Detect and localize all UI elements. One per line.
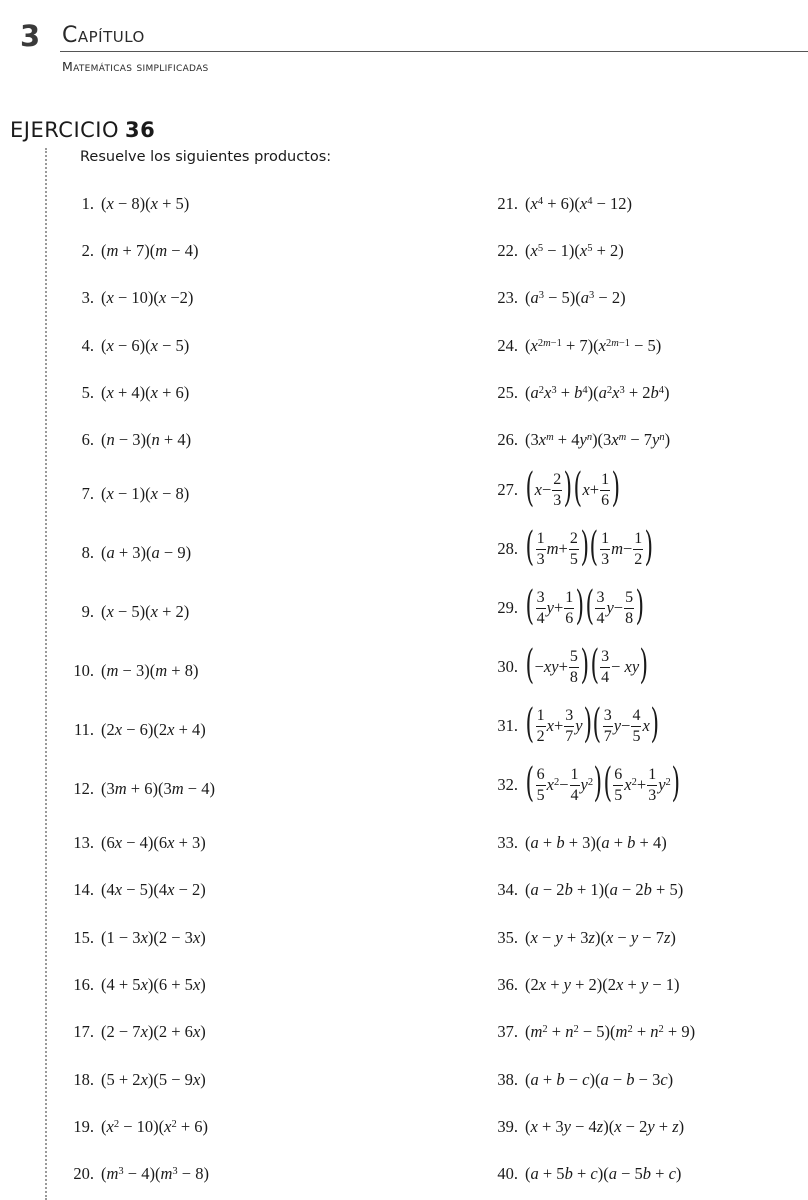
exercise-item-30 [492,642,649,688]
item-expression: (4 + 5 x )(6 + 5 x ) [101,975,206,994]
exercise-item-2 [68,243,198,260]
item-expression: ( x − 1)( x − 8) [101,484,190,503]
exercise-item-23 [492,290,626,307]
item-expression: ( n − 3)( n + 4) [101,430,192,449]
item-expression: ( $\frac{1}{3}$ m + $\frac{2}{5}$ ) ( $\frac{1}{3}$ m − $\frac{1}{2}$ ) [525,524,654,570]
item-expression: ( a + b − c )( a − b − 3 c ) [525,1070,674,1089]
item-number: 40. [497,1164,518,1183]
exercise-heading [10,118,155,142]
item-number: 11. [73,720,94,739]
exercise-item-9 [68,604,189,621]
item-expression: ( x − 6)( x − 5) [101,336,190,355]
item-expression: (4 x − 5)(4 x − 2) [101,880,206,899]
item-number: 37. [497,1022,518,1041]
exercise-item-25 [492,385,670,402]
exercise-item-26 [492,432,670,449]
exercise-item-17 [68,1024,206,1041]
item-number: 2. [81,241,94,260]
item-number: 23. [497,288,518,307]
exercise-item-14 [68,882,206,899]
item-number: 26. [497,430,518,449]
exercise-item-27 [492,465,621,511]
item-number: 13. [73,833,94,852]
exercise-item-28 [492,524,654,570]
item-number: 34. [497,880,518,899]
item-number: 10. [73,661,94,680]
item-number: 36. [497,975,518,994]
exercise-item-16 [68,977,206,994]
exercise-item-24 [492,338,661,355]
item-expression: ( $\frac{3}{4}$ y + $\frac{1}{6}$ ) ( $\frac{3}{4}$ y − $\frac{5}{8}$ ) [525,583,645,629]
item-number: 21. [497,194,518,213]
exercise-item-10 [68,663,198,680]
item-number: 22. [497,241,518,260]
item-number: 39. [497,1117,518,1136]
item-number: 27. [497,479,518,499]
item-expression: ( m $^2$ + n $^2$ − 5)( m $^2$ + n $^2$ + 9) [525,1022,696,1041]
item-expression: ( m $^3$ − 4)( m $^3$ − 8) [101,1164,209,1183]
exercise-item-18 [68,1072,206,1089]
item-number: 16. [73,975,94,994]
exercise-item-11 [68,722,206,739]
header-rule [60,51,808,52]
exercise-instructions: Resuelve los siguientes productos: [80,149,332,165]
item-expression: ( x − $\frac{2}{3}$ ) ( x + $\frac{1}{6}$ ) [525,465,621,511]
item-number: 5. [81,383,94,402]
item-expression: (3 m + 6)(3 m − 4) [101,779,215,798]
exercise-item-39 [492,1119,684,1136]
exercise-label: EJERCICIO [10,118,120,142]
item-expression: ( m + 7)( m − 4) [101,241,199,260]
exercise-item-35 [492,930,676,947]
item-expression: ( a $^3$ − 5)( a $^3$ − 2) [525,288,626,307]
exercise-item-33 [492,835,667,852]
item-number: 15. [73,928,94,947]
exercise-item-31 [492,701,659,747]
chapter-number: 3 [20,19,41,53]
exercise-item-6 [68,432,191,449]
item-number: 6. [81,430,94,449]
exercise-item-32 [492,760,680,806]
item-number: 25. [497,383,518,402]
item-number: 20. [73,1164,94,1183]
item-number: 17. [73,1022,94,1041]
exercise-item-3 [68,290,193,307]
exercise-number: 36 [125,118,156,142]
item-number: 18. [73,1070,94,1089]
item-number: 35. [497,928,518,947]
exercise-item-13 [68,835,206,852]
item-expression: ( a + 5 b + c )( a − 5 b + c ) [525,1164,682,1183]
exercise-item-19 [68,1119,208,1136]
exercise-item-38 [492,1072,673,1089]
exercise-item-8 [68,545,191,562]
item-number: 38. [497,1070,518,1089]
item-expression: ( x $^4$ + 6)( x $^4$ − 12) [525,194,633,213]
item-number: 1. [81,194,94,213]
item-expression: (5 + 2 x )(5 − 9 x ) [101,1070,206,1089]
exercise-item-4 [68,338,189,355]
item-expression: (2 x − 6)(2 x + 4) [101,720,206,739]
exercise-item-22 [492,243,624,260]
exercise-item-15 [68,930,206,947]
item-expression: (2 − 7 x )(2 + 6 x ) [101,1022,206,1041]
exercise-item-36 [492,977,680,994]
item-expression: ( a − 2 b + 1)( a − 2 b + 5) [525,880,684,899]
item-number: 8. [81,543,94,562]
item-expression: (1 − 3 x )(2 − 3 x ) [101,928,206,947]
item-number: 19. [73,1117,94,1136]
exercise-item-5 [68,385,189,402]
item-number: 9. [81,602,94,621]
exercise-item-12 [68,781,215,798]
item-expression: (6 x − 4)(6 x + 3) [101,833,206,852]
item-number: 29. [497,597,518,617]
item-expression: ( x $^2$ − 10)( x $^2$ + 6) [101,1117,209,1136]
item-number: 14. [73,880,94,899]
exercise-item-34 [492,882,683,899]
item-expression: ( x − y + 3 z )( x − y − 7 z ) [525,928,676,947]
item-number: 7. [81,484,94,503]
item-expression: ( x − 10)( x −2) [101,288,194,307]
item-expression: ( $\frac{1}{2}$ x + $\frac{3}{7}$ y ) ( $\frac{3}{7}$ y − $\frac{4}{5}$ x ) [525,701,659,747]
item-number: 24. [497,336,518,355]
item-number: 28. [497,538,518,558]
item-expression: ( x − 8)( x + 5) [101,194,190,213]
item-number: 31. [497,715,518,735]
chapter-title: Capítulo [62,23,145,48]
exercise-item-37 [492,1024,695,1041]
dotted-margin-line [45,148,47,1200]
item-expression: (2 x + y + 2)(2 x + y − 1) [525,975,680,994]
item-expression: ( a + 3)( a − 9) [101,543,192,562]
exercise-item-29 [492,583,645,629]
item-expression: (3 x $^m$ + 4 y $^n$ )(3 x $^m$ − 7 y $^n$ ) [525,430,671,449]
item-expression: ( x + 4)( x + 6) [101,383,190,402]
item-number: 3. [81,288,94,307]
item-expression: ( − xy + $\frac{5}{8}$ ) ( $\frac{3}{4}$ − xy ) [525,642,649,688]
item-number: 32. [497,774,518,794]
exercise-item-21 [492,196,632,213]
item-expression: ( a $^2$ x $^3$ + b $^4$ )( a $^2$ x $^3$ + 2 b $^4$ ) [525,383,670,402]
item-expression: ( x + 3 y − 4 z )( x − 2 y + z ) [525,1117,685,1136]
item-number: 30. [497,656,518,676]
chapter-subtitle: Matemáticas simplificadas [62,59,209,74]
item-number: 33. [497,833,518,852]
exercise-item-20 [68,1166,209,1183]
item-expression: ( x $^5$ − 1)( x $^5$ + 2) [525,241,624,260]
item-expression: ( x $^{2m -1}$ + 7)( x $^{2m -1}$ − 5) [525,336,662,355]
exercise-item-1 [68,196,189,213]
exercise-item-7 [68,486,189,503]
item-expression: ( a + b + 3)( a + b + 4) [525,833,667,852]
item-expression: ( $\frac{6}{5}$ x $^2$ − $\frac{1}{4}$ y $^2$ ) ( $\frac{6}{5}$ x $^2$ + $\frac{1}{3}$ y $^2$ ) [525,760,680,806]
exercise-item-40 [492,1166,681,1183]
item-expression: ( m − 3)( m + 8) [101,661,199,680]
item-number: 12. [73,779,94,798]
item-expression: ( x − 5)( x + 2) [101,602,190,621]
item-number: 4. [81,336,94,355]
